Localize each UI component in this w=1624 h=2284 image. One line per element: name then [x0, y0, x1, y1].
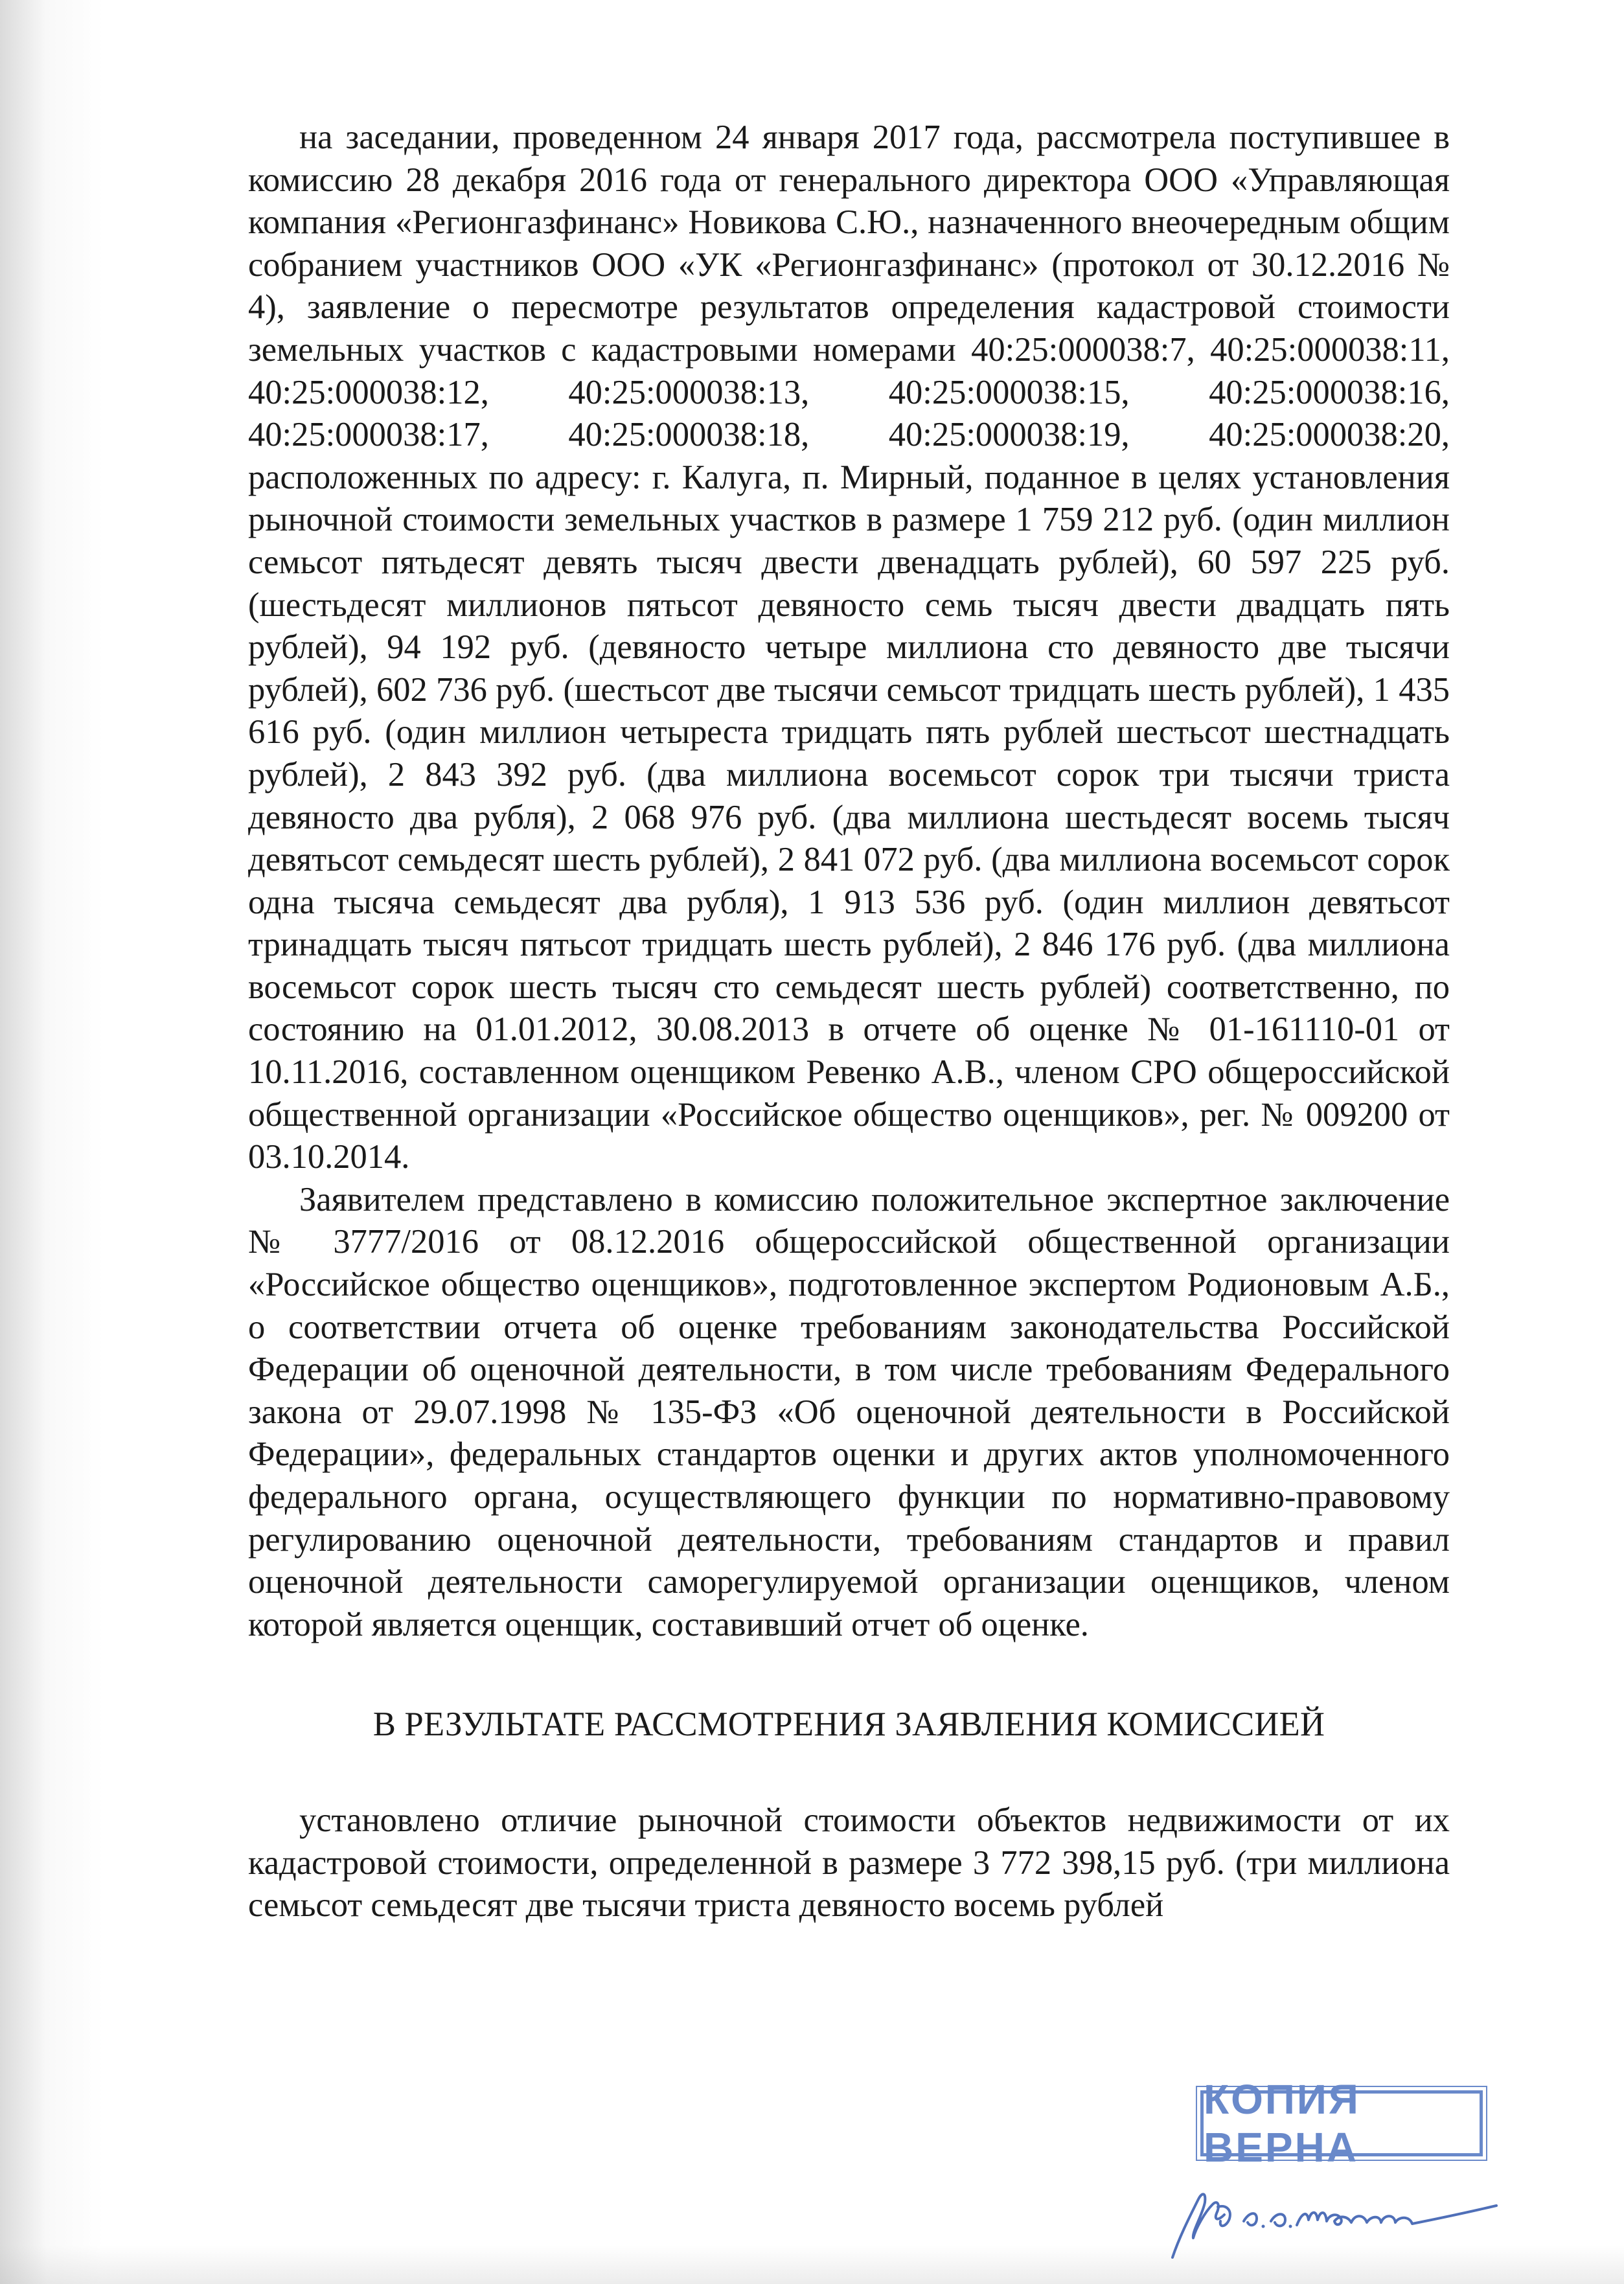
paragraph-expert-conclusion: Заявителем представлено в комиссию положительное экспертное заключение № 3777/2016 от 08.12.2016 общероссийской общественной организации «Российское общество оценщиков», подготовленное экспертом Родионовым А.Б., о соответствии отчета об оценке требованиям законодательства Российской Федерации об оценочной деятельности, в том числе требованиям Федерального закона от 29.07.1998 № 135-ФЗ «Об оценочной деятельности в Российской Федерации», федеральных стандартов оценки и других актов уполномоченного федерального органа, осуществляющего функции по нормативно-правовому регулированию оценочной деятельности, требованиям стандартов и правил оценочной деятельности саморегулируемой организации оценщиков, членом которой является оценщик, составивший отчет об оценке.	[248, 1180, 1450, 1643]
copy-verified-stamp: КОПИЯ ВЕРНА	[1200, 2090, 1483, 2156]
signature	[1153, 2167, 1516, 2264]
paragraph-result: установлено отличие рыночной стоимости объектов недвижимости от их кадастровой стоимости, определенной в размере 3 772 398,15 руб. (три миллиона семьсот семьдесят две тысячи триста девяносто восемь рублей	[248, 1801, 1450, 1924]
paragraph-meeting: на заседании, проведенном 24 января 2017 года, рассмотрела поступившее в комиссию 28 декабря 2016 года от генерального директора ООО «Управляющая компания «Регионгазфинанс» Новикова С.Ю., назначенного внеочередным общим собранием участников ООО «УК «Регионгазфинанс» (протокол от 30.12.2016 № 4), заявление о пересмотре результатов определения кадастровой стоимости земельных участков с кадастровыми номерами 40:25:000038:7, 40:25:000038:11, 40:25:000038:12, 40:25:000038:13, 40:25:000038:15, 40:25:000038:16, 40:25:000038:17, 40:25:000038:18, 40:25:000038:19, 40:25:000038:20, расположенных по адресу: г. Калуга, п. Мирный, поданное в целях установления рыночной стоимости земельных участков в размере 1 759 212 руб. (один миллион семьсот пятьдесят девять тысяч двести двенадцать рублей), 60 597 225 руб. (шестьдесят миллионов пятьсот девяносто семь тысяч двести двадцать пять рублей), 94 192 руб. (девяносто четыре миллиона сто девяносто две тысячи рублей), 602 736 руб. (шестьсот две тысячи семьсот тридцать шесть рублей), 1 435 616 руб. (один миллион четыреста тридцать пять рублей шестьсот шестнадцать рублей), 2 843 392 руб. (два миллиона восемьсот сорок три тысячи триста девяносто два рубля), 2 068 976 руб. (два миллиона шестьдесят восемь тысяч девятьсот семьдесят шесть рублей), 2 841 072 руб. (два миллиона восемьсот сорок одна тысяча семьдесят два рубля), 1 913 536 руб. (один миллион девятьсот тринадцать тысяч пятьсот тридцать шесть рублей), 2 846 176 руб. (два миллиона восемьсот сорок шесть тысяч сто семьдесят шесть рублей) соответственно, по состоянию на 01.01.2012, 30.08.2013 в отчете об оценке № 01-161110-01 от 10.11.2016, составленном оценщиком Ревенко А.В., членом СРО общероссийской общественной организации «Российское общество оценщиков», рег. № 009200 от 03.10.2014.	[248, 119, 1450, 1176]
scan-shadow-edge	[0, 0, 104, 2284]
document-page	[248, 117, 1450, 1927]
section-heading: В РЕЗУЛЬТАТЕ РАССМОТРЕНИЯ ЗАЯВЛЕНИЯ КОМИССИЕЙ	[372, 1706, 1325, 1744]
